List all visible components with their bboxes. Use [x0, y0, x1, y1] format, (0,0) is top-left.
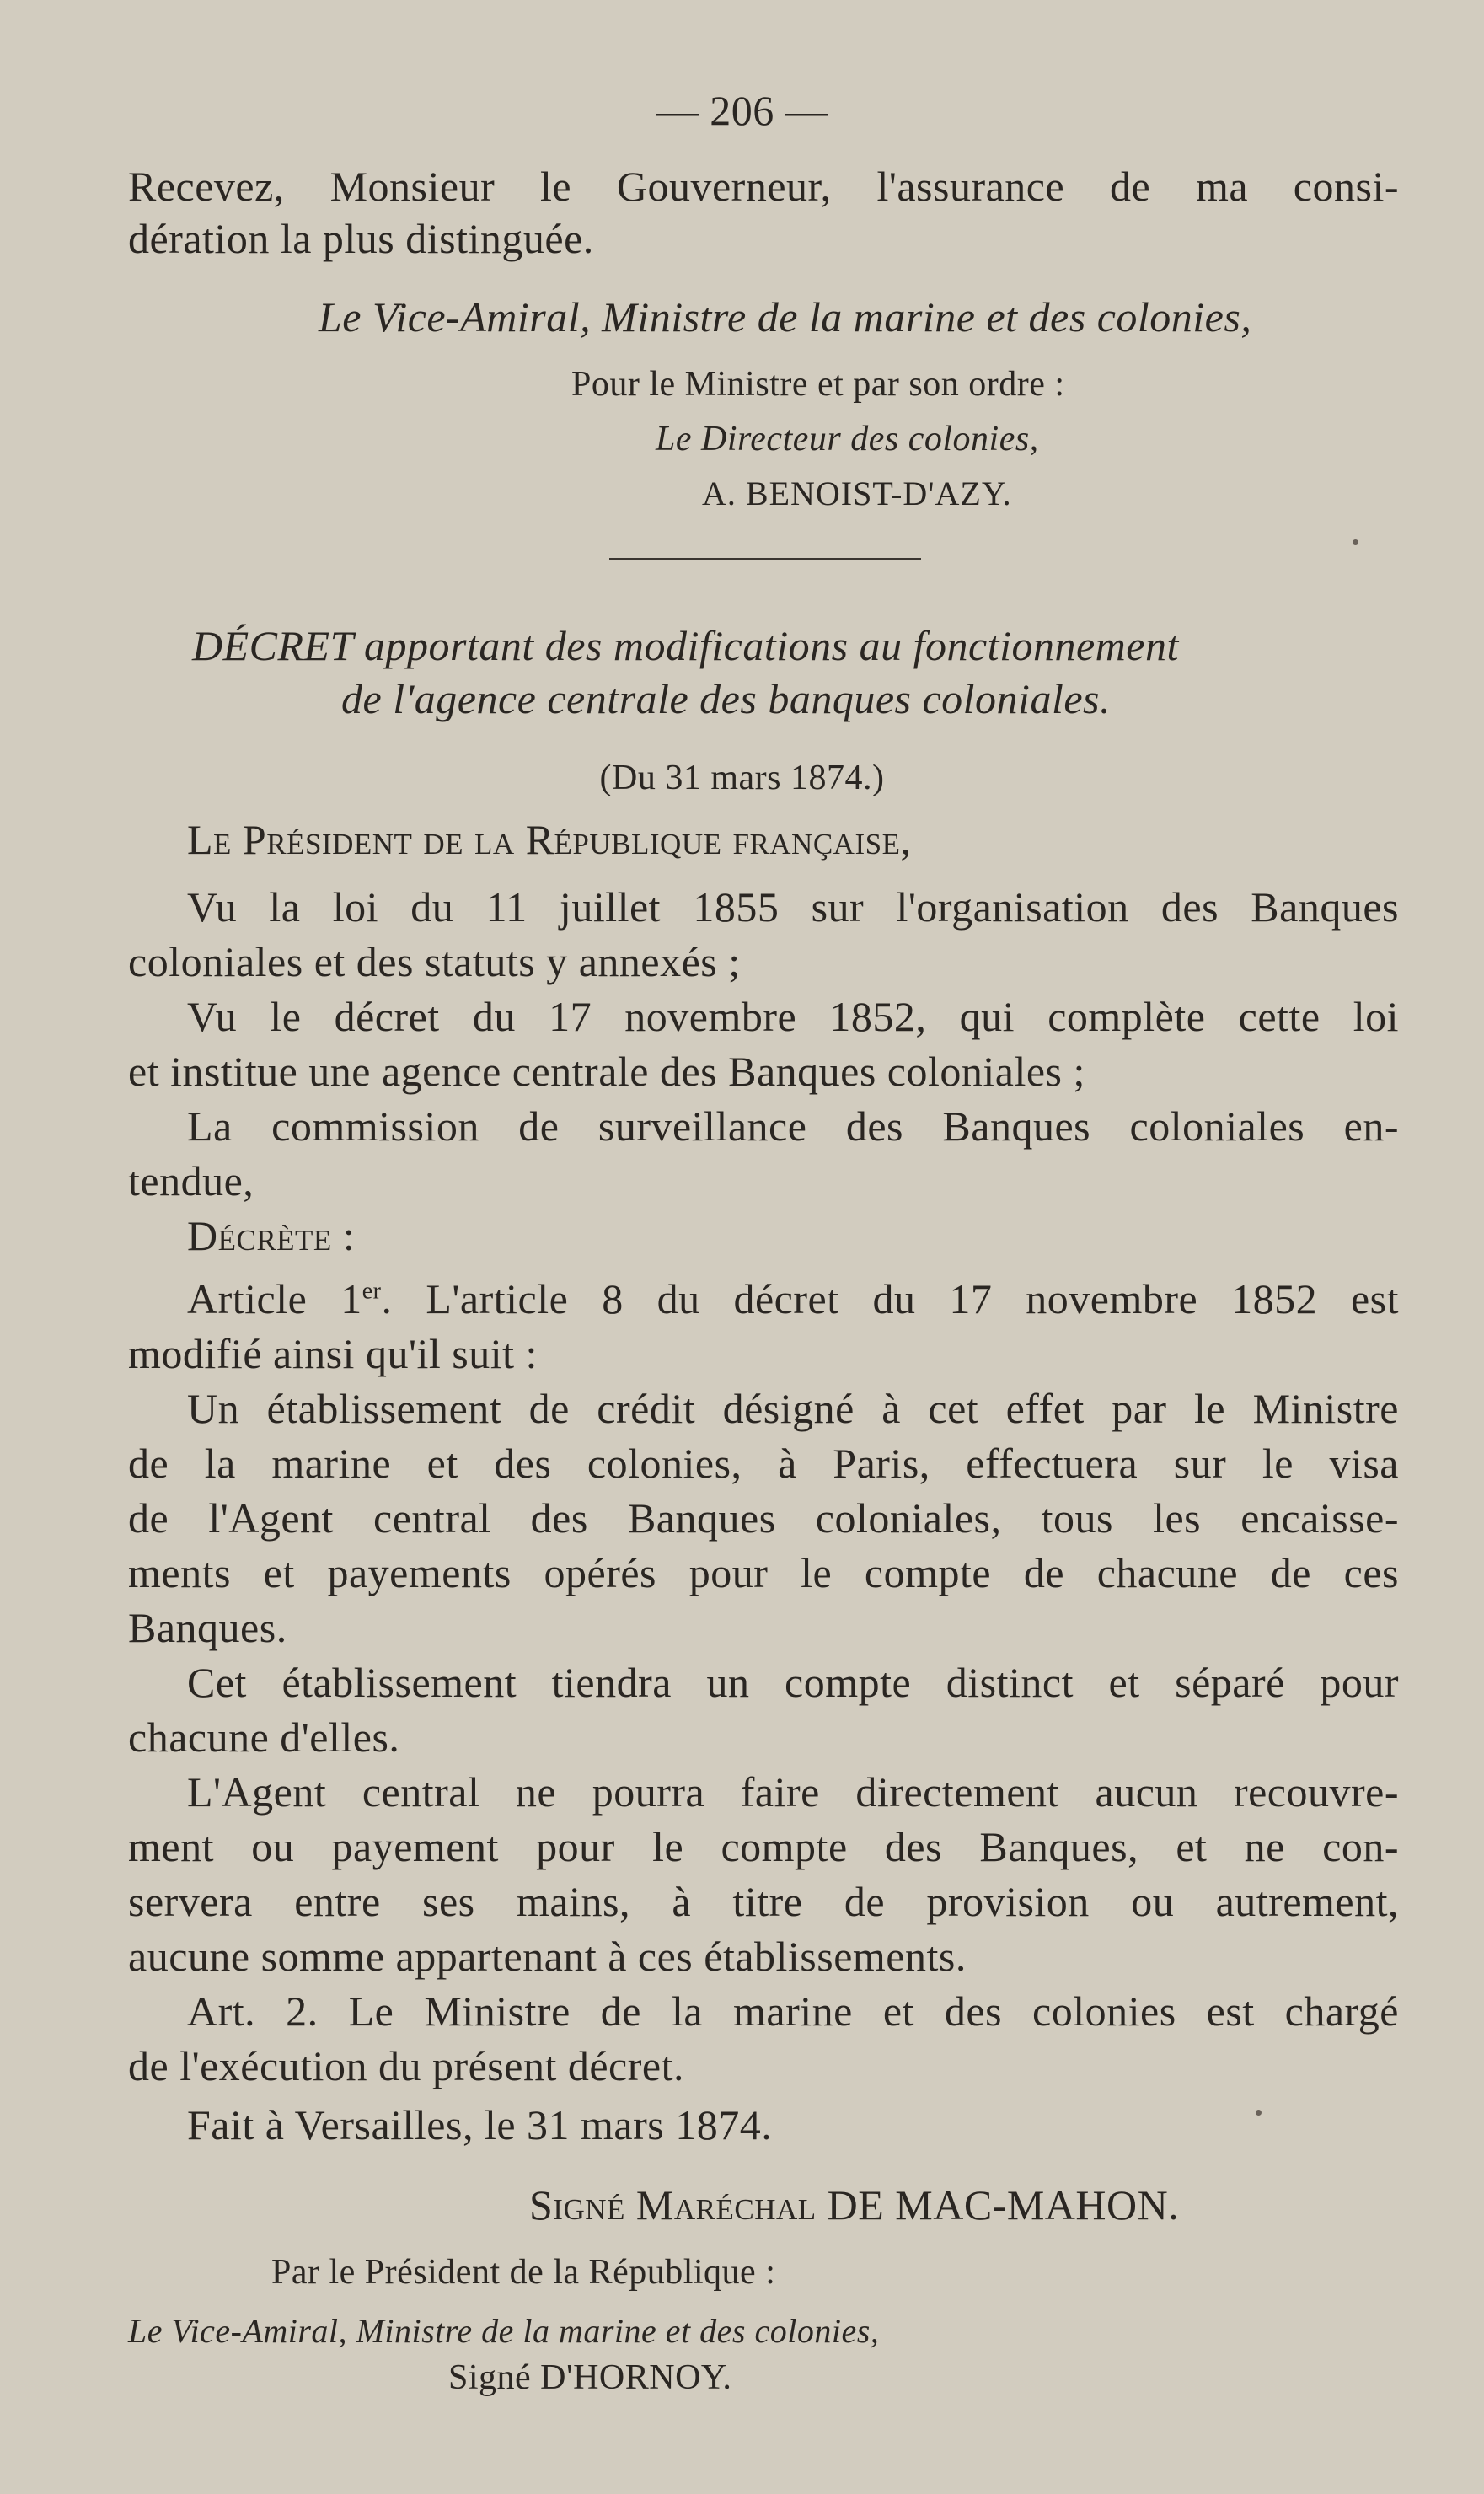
decrete-heading: Décrète : — [187, 1212, 356, 1259]
text-line: coloniales et des statuts y annexés ; — [128, 938, 741, 985]
text-line: Cet établissement tiendra un compte distinct et séparé pour — [187, 1659, 1399, 1706]
text-line: Art. 2. Le Ministre de la marine et des colonies est chargé — [187, 1987, 1399, 2035]
countersign-name: Signé D'HORNOY. — [448, 2358, 732, 2397]
text-line: Vu la loi du 11 juillet 1855 sur l'organisation des Banques — [187, 883, 1399, 931]
text-line: L'Agent central ne pourra faire directement aucun recouvre- — [187, 1768, 1399, 1816]
text-line: servera entre ses mains, à titre de provision ou autrement, — [128, 1878, 1399, 1925]
countersign-title: Le Vice-Amiral, Ministre de la marine et des colonies, — [128, 2312, 880, 2350]
director-name: A. BENOIST-D'AZY. — [702, 475, 1012, 512]
text-line: Vu le décret du 17 novembre 1852, qui complète cette loi — [187, 993, 1399, 1040]
signature-title: Le Vice-Amiral, Ministre de la marine et des colonies, — [319, 293, 1252, 341]
text-line: Fait à Versailles, le 31 mars 1874. — [187, 2101, 773, 2148]
ink-speck — [1353, 539, 1358, 545]
by-president-line: Par le Président de la République : — [271, 2253, 776, 2292]
director-title: Le Directeur des colonies, — [656, 420, 1039, 459]
text-line: de l'exécution du présent décret. — [128, 2042, 684, 2089]
ink-speck — [1256, 2110, 1262, 2116]
closing-line-1: Recevez, Monsieur le Gouverneur, l'assurance de ma consi- — [128, 163, 1399, 210]
text-line: ments et payements opérés pour le compte de chacune de ces — [128, 1549, 1399, 1596]
text-line: tendue, — [128, 1157, 254, 1204]
closing-line-2: dération la plus distinguée. — [128, 215, 594, 262]
text-line: Un établissement de crédit désigné à cet effet par le Ministre — [187, 1385, 1399, 1432]
section-divider — [609, 558, 921, 560]
text-line: Banques. — [128, 1604, 287, 1651]
text-line: chacune d'elles. — [128, 1714, 400, 1761]
text-line: modifié ainsi qu'il suit : — [128, 1330, 538, 1377]
text-line: La commission de surveillance des Banques coloniales en- — [187, 1102, 1399, 1150]
text-line: et institue une agence centrale des Banques coloniales ; — [128, 1048, 1085, 1095]
decree-date: (Du 31 mars 1874.) — [599, 759, 885, 797]
article-1-line: Article 1er. L'article 8 du décret du 17 novembre 1852 est — [187, 1275, 1399, 1322]
signed-president: Signé Maréchal DE MAC-MAHON. — [529, 2181, 1180, 2229]
page-number: — 206 — — [656, 87, 828, 134]
text-line: de l'Agent central des Banques coloniales, tous les encaisse- — [128, 1494, 1399, 1542]
text-line: aucune somme appartenant à ces établissements. — [128, 1933, 967, 1980]
decree-title-line-2: de l'agence centrale des banques coloniales. — [341, 675, 1111, 722]
president-heading: Le Président de la République française, — [187, 816, 912, 863]
order-line: Pour le Ministre et par son ordre : — [571, 365, 1065, 404]
text-line: ment ou payement pour le compte des Banques, et ne con- — [128, 1823, 1399, 1870]
decree-title-line-1: DÉCRET apportant des modifications au fonctionnement — [192, 622, 1179, 669]
text-line: de la marine et des colonies, à Paris, effectuera sur le visa — [128, 1440, 1399, 1487]
